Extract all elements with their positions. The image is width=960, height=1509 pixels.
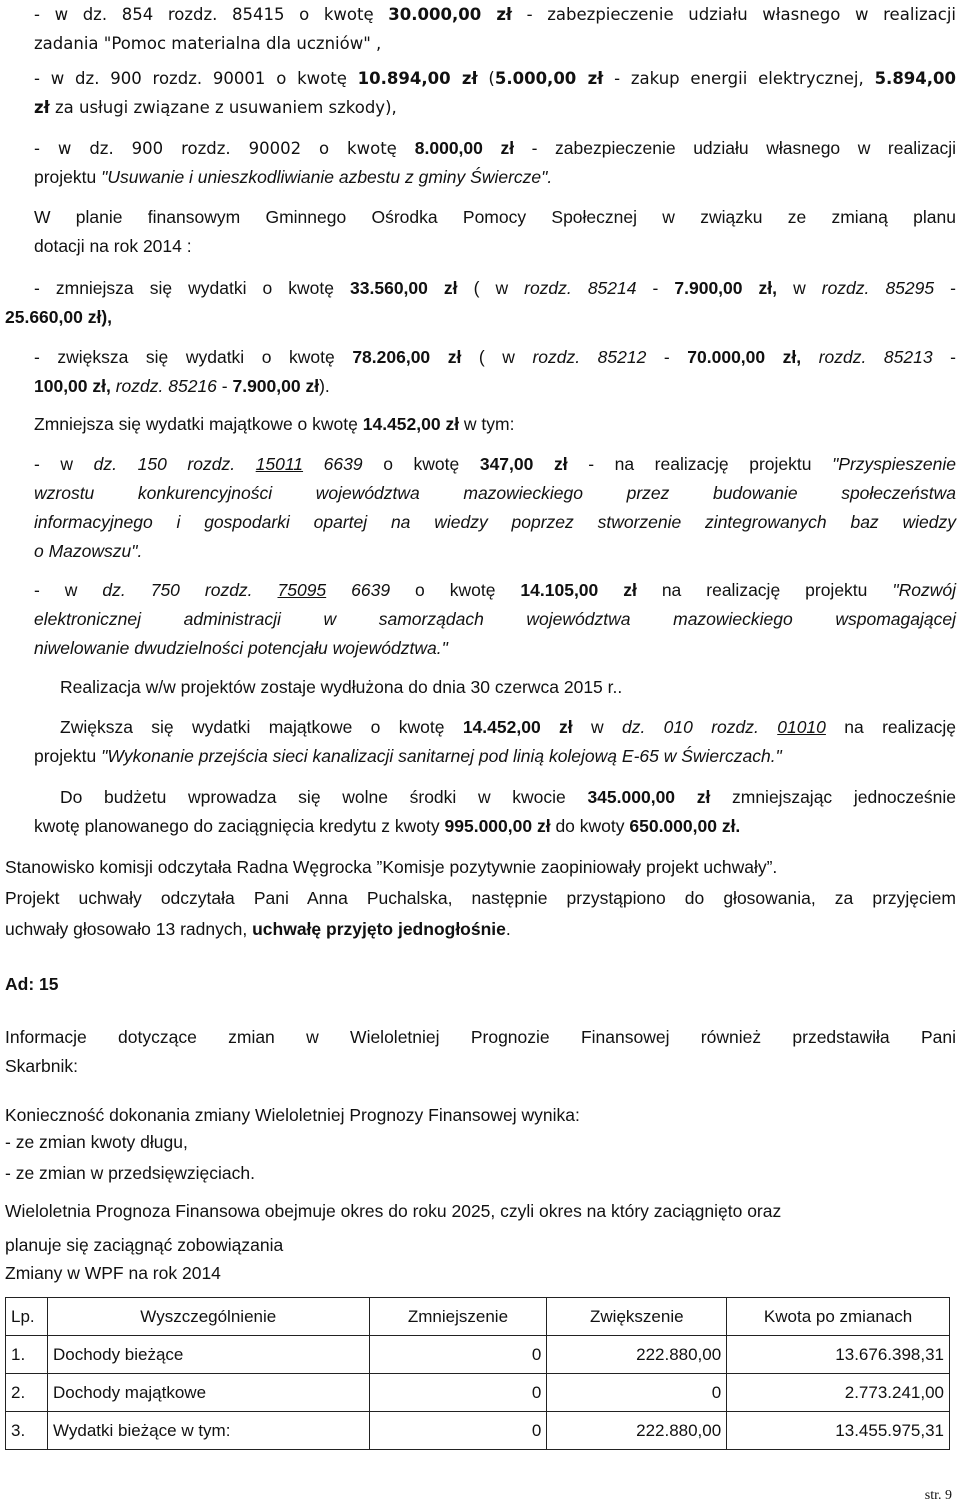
paragraph-majatkowe-zwieksza: Zwiększa się wydatki majątkowe o kwotę 14.452,00 zł w dz. 010 rozdz. 01010 na realizację projektu "Wykonanie przejścia sieci kanalizacji sanitarnej pod linią kolejową E-65 w Świerczach." — [34, 717, 956, 766]
paragraph-realizacja: Realizacja w/w projektów zostaje wydłużona do dnia 30 czerwca 2015 r.. — [60, 677, 623, 697]
paragraph-dz150: - w dz. 150 rozdz. 15011 6639 o kwotę 347,00 zł - na realizację projektu "Przyspieszenie wzrostu konkurencyjności województwa mazowieckiego przez budowanie społeczeństwa informacyjnego i gospodarki opartej na wiedzy poprzez stworzenie zintegrowanych baz wiedzy o Mazowszu". — [34, 454, 956, 561]
table-cell: 3. — [6, 1412, 48, 1450]
table-cell: 0 — [369, 1336, 547, 1374]
table-cell: 13.676.398,31 — [727, 1336, 950, 1374]
table-cell: 1. — [6, 1336, 48, 1374]
table-cell: 13.455.975,31 — [727, 1412, 950, 1450]
table-header-cell: Lp. — [6, 1298, 48, 1336]
paragraph-glosowanie: Projekt uchwały odczytała Pani Anna Puchalska, następnie przystąpiono do głosowania, za przyjęciem uchwały głosowało 13 radnych, uchwałę przyjęto jednogłośnie. — [5, 888, 956, 939]
wpf-changes-table — [5, 1297, 950, 1450]
table-header-cell: Wyszczególnienie — [47, 1298, 369, 1336]
paragraph-zwieksza: - zwiększa się wydatki o kwotę 78.206,00 zł ( w rozdz. 85212 - 70.000,00 zł, rozdz. 85213 - 100,00 zł, rozdz. 85216 - 7.900,00 zł). — [34, 347, 956, 396]
table-row — [6, 1336, 950, 1374]
paragraph-dz854: - w dz. 854 rozdz. 85415 o kwotę 30.000,00 zł - zabezpieczenie udziału własnego w realizacji zadania "Pomoc materialna dla uczniów" , — [34, 5, 956, 53]
table-cell: 222.880,00 — [547, 1412, 727, 1450]
table-cell: Dochody bieżące — [47, 1336, 369, 1374]
paragraph-stanowisko: Stanowisko komisji odczytała Radna Węgrocka ”Komisje pozytywnie zaopiniowały projekt uchwały”. — [5, 857, 778, 877]
table-header-row — [6, 1298, 950, 1336]
paragraph-gops-plan: W planie finansowym Gminnego Ośrodka Pomocy Społecznej w związku ze zmianą planu dotacji na rok 2014 : — [34, 207, 956, 256]
table-header-cell: Zmniejszenie — [369, 1298, 547, 1336]
paragraph-zmiany-wpf: Zmiany w WPF na rok 2014 — [5, 1263, 221, 1283]
section-heading-ad15: Ad: 15 — [5, 974, 59, 994]
paragraph-informacje-wpf: Informacje dotyczące zmian w Wieloletniej Prognozie Finansowej również przedstawiła Pani Skarbnik: — [5, 1027, 956, 1076]
table-cell: 222.880,00 — [547, 1336, 727, 1374]
table-cell: Wydatki bieżące w tym: — [47, 1412, 369, 1450]
table-cell: 0 — [369, 1374, 547, 1412]
paragraph-zmniejsza: - zmniejsza się wydatki o kwotę 33.560,00 zł ( w rozdz. 85214 - 7.900,00 zł, w rozdz. 85295 - — [34, 278, 956, 298]
table-cell: 2.773.241,00 — [727, 1374, 950, 1412]
page-number: str. 9 — [924, 1488, 952, 1503]
table-cell: 0 — [547, 1374, 727, 1412]
paragraph-dz750: - w dz. 750 rozdz. 75095 6639 o kwotę 14.105,00 zł na realizację projektu "Rozwój elektronicznej administracji w samorządach województwa mazowieckiego wspomagającej niwelowanie dwudzielności potencjału województwa." — [34, 580, 956, 658]
table-header-cell: Zwiększenie — [547, 1298, 727, 1336]
table-row — [6, 1412, 950, 1450]
table-cell: Dochody majątkowe — [47, 1374, 369, 1412]
table-row — [6, 1374, 950, 1412]
paragraph-zmniejsza-cont: 25.660,00 zł), — [5, 307, 113, 327]
table-cell: 2. — [6, 1374, 48, 1412]
paragraph-okres-wpf: Wieloletnia Prognoza Finansowa obejmuje okres do roku 2025, czyli okres na który zaciągnięto oraz planuje się zaciągnąć zobowiązania — [5, 1201, 782, 1255]
table-header-cell: Kwota po zmianach — [727, 1298, 950, 1336]
paragraph-dz900-90001: - w dz. 900 rozdz. 90001 o kwotę 10.894,00 zł (5.000,00 zł - zakup energii elektrycznej, 5.894,00 zł za usługi związane z usuwaniem szkody), — [34, 69, 956, 117]
table-cell: 0 — [369, 1412, 547, 1450]
paragraph-wolne-srodki: Do budżetu wprowadza się wolne środki w kwocie 345.000,00 zł zmniejszając jednocześnie kwotę planowanego do zaciągnięcia kredytu z kwoty 995.000,00 zł do kwoty 650.000,00 zł. — [34, 787, 956, 836]
paragraph-dz900-90002: - w dz. 900 rozdz. 90002 o kwotę 8.000,00 zł - zabezpieczenie udziału własnego w realizacji projektu "Usuwanie i unieszkodliwianie azbestu z gminy Świercze". — [34, 138, 956, 187]
paragraph-majatkowe-zmniejsza: Zmniejsza się wydatki majątkowe o kwotę 14.452,00 zł w tym: — [34, 414, 515, 434]
paragraph-koniecznosc: Konieczność dokonania zmiany Wieloletniej Prognozy Finansowej wynika: - ze zmian kwoty długu, - ze zmian w przedsięwzięciach. — [5, 1105, 580, 1183]
